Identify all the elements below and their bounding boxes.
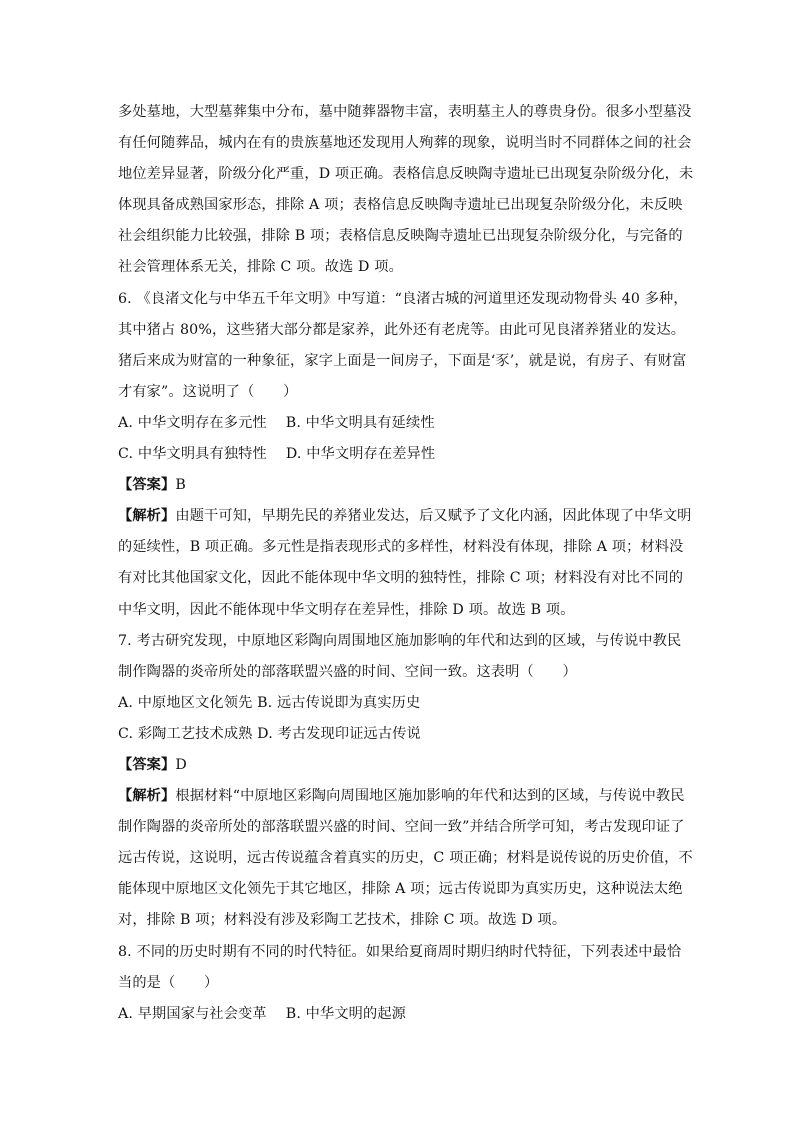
text-line: 社会组织能力比较强，排除 B 项；表格信息反映陶寺遗址已出现复杂阶级分化，与完备的 — [118, 228, 683, 245]
question-6 — [118, 284, 692, 626]
question-stem-line: 制作陶器的炎帝所处的部落联盟兴盛的时间、空间一致。这表明（ ） — [118, 663, 577, 680]
analysis-line — [118, 781, 684, 812]
text-line: 地位差异显著，阶级分化严重，D 项正确。表格信息反映陶寺遗址已出现复杂阶级分化，未 — [118, 166, 694, 183]
answer-tag: 【答案】 — [118, 477, 176, 494]
analysis-tag: 【解析】 — [118, 508, 176, 525]
question-7 — [118, 626, 693, 937]
analysis-line: 远古传说，这说明，远古传说蕴含着真实的历史，C 项正确；材料是说传说的历史价值，不 — [118, 850, 693, 867]
option-line: C. 彩陶工艺技术成熟 D. 考古发现印证远古传说 — [118, 725, 421, 742]
analysis-line: 能体现中原地区文化领先于其它地区，排除 A 项；远古传说即为真实历史，这种说法太绝 — [118, 881, 683, 898]
answer-tag: 【答案】 — [118, 756, 176, 773]
question-8 — [118, 937, 684, 1030]
question-stem-line: 6. 《良渚文化与中华五千年文明》中写道：“良渚古城的河道里还发现动物骨头 40 多种， — [118, 290, 688, 307]
option-line: A. 早期国家与社会变革 B. 中华文明的起源 — [118, 1005, 407, 1022]
question-stem-line: 猪后来成为财富的一种象征，家字上面是一间房子，下面是‘豕’，就是说，有房子、有财富 — [118, 352, 687, 369]
text-line: 有任何随葬品，城内在有的贵族墓地还发现用人殉葬的现象，说明当时不同群体之间的社会 — [118, 135, 692, 152]
analysis-line: 制作陶器的炎帝所处的部落联盟兴盛的时间、空间一致”并结合所学可知，考古发现印证了 — [118, 819, 685, 836]
question-stem-line: 7. 考古研究发现，中原地区彩陶向周围地区施加影响的年代和达到的区域，与传说中教民 — [118, 632, 682, 649]
answer-value: D — [175, 756, 187, 773]
answer-line — [118, 750, 684, 781]
question-stem-line: 其中猪占 80%，这些猪大部分都是家养，此外还有老虎等。由此可见良渚养猪业的发达。 — [118, 321, 686, 338]
analysis-line: 的延续性，B 项正确。多元性是指表现形式的多样性，材料没有体现，排除 A 项；材料没 — [118, 539, 684, 556]
answer-value: B — [175, 477, 186, 494]
analysis-line: 有对比其他国家文化，因此不能体现中华文明的独特性，排除 C 项；材料没有对比不同的 — [118, 570, 684, 587]
text-line: 多处墓地，大型墓葬集中分布，墓中随葬器物丰富，表明墓主人的尊贵身份。很多小型墓没 — [118, 104, 692, 120]
analysis-text: 由题干可知，早期先民的养猪业发达，后又赋予了文化内涵，因此体现了中华文明 — [175, 508, 692, 525]
document-page — [118, 97, 694, 1030]
question-stem-line: 才有家”。这说明了（ ） — [118, 383, 298, 400]
question-stem-line: 8. 不同的历史时期有不同的时代特征。如果给夏商周时期归纳时代特征，下列表述中最恰 — [118, 943, 682, 960]
analysis-tag: 【解析】 — [118, 788, 176, 805]
question-stem-line: 当的是（ ） — [118, 974, 219, 991]
text-line: 体现具备成熟国家形态，排除 A 项；表格信息反映陶寺遗址已出现复杂阶级分化，未反映 — [118, 197, 683, 214]
option-line: A. 中原地区文化领先 B. 远古传说即为真实历史 — [118, 694, 421, 711]
option-line: A. 中华文明存在多元性 B. 中华文明具有延续性 — [118, 414, 435, 431]
text-line: 社会管理体系无关，排除 C 项。故选 D 项。 — [118, 259, 403, 276]
analysis-line — [118, 501, 692, 532]
answer-line — [118, 470, 684, 501]
analysis-line: 对，排除 B 项；材料没有涉及彩陶工艺技术，排除 C 项。故选 D 项。 — [118, 912, 567, 929]
analysis-text: 根据材料“中原地区彩陶向周围地区施加影响的年代和达到的区域，与传说中教民 — [175, 788, 685, 805]
option-line: C. 中华文明具有独特性 D. 中华文明存在差异性 — [118, 446, 436, 463]
analysis-line: 中华文明，因此不能体现中华文明存在差异性，排除 D 项。故选 B 项。 — [118, 601, 575, 618]
